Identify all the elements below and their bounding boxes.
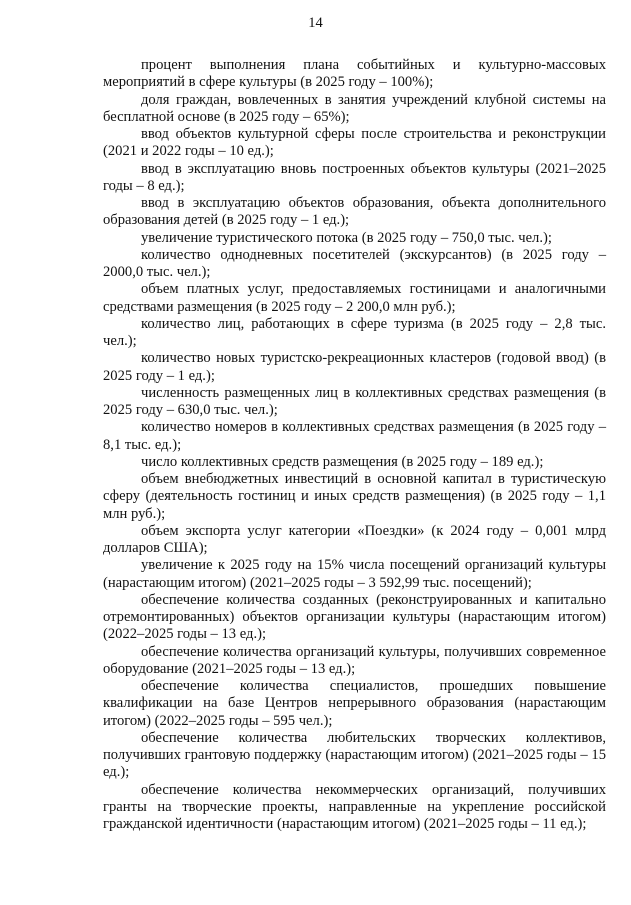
page-number: 14 xyxy=(308,15,323,31)
paragraph-accommodated-persons: численность размещенных лиц в коллективных средствах размещения (в 2025 году – 630,0 тыс. чел.); xyxy=(103,384,606,418)
paragraph-specialist-training: обеспечение количества специалистов, прошедших повышение квалификации на базе Центров непрерывного образования (нарастающим итогом) (2022–2025 годы – 595 чел.); xyxy=(103,678,606,729)
paragraph-renovated-culture-objects: обеспечение количества созданных (реконструированных и капитально отремонтированных) объектов организации культуры (нарастающим итогом) (2022–2025 годы – 13 ед.); xyxy=(103,591,606,643)
paragraph-club-share: доля граждан, вовлеченных в занятия учреждений клубной системы на бесплатной основе (в 2025 году – 65%); xyxy=(103,91,606,125)
paragraph-accommodation-count: число коллективных средств размещения (в 2025 году – 189 ед.); xyxy=(141,453,544,470)
paragraph-new-culture-objects: ввод в эксплуатацию вновь построенных объектов культуры (2021–2025 годы – 8 ед.); xyxy=(103,160,606,194)
paragraph-modern-equipment: обеспечение количества организаций культуры, получивших современное оборудование (2021–2025 годы – 13 ед.); xyxy=(103,643,606,677)
paragraph-culture-objects-reconstruction: ввод объектов культурной сферы после строительства и реконструкции (2021 и 2022 годы – 10 ед.); xyxy=(103,126,606,160)
paragraph-event-plan: процент выполнения плана событийных и культурно-массовых мероприятий в сфере культуры (в 2025 году – 100%); xyxy=(103,57,606,91)
paragraph-tourist-flow: увеличение туристического потока (в 2025 году – 750,0 тыс. чел.); xyxy=(141,229,552,246)
paragraph-paid-services: объем платных услуг, предоставляемых гостиницами и аналогичными средствами размещения (в 2025 году – 2 200,0 млн руб.); xyxy=(103,281,606,315)
paragraph-tourist-clusters: количество новых туристско-рекреационных кластеров (годовой ввод) (в 2025 году – 1 ед.); xyxy=(103,350,606,384)
paragraph-tourism-workers: количество лиц, работающих в сфере туризма (в 2025 году – 2,8 тыс. чел.); xyxy=(103,315,606,349)
paragraph-room-count: количество номеров в коллективных средствах размещения (в 2025 году – 8,1 тыс. ед.); xyxy=(103,419,606,453)
paragraph-education-objects: ввод в эксплуатацию объектов образования, объекта дополнительного образования детей (в 2025 году – 1 ед.); xyxy=(103,195,606,229)
paragraph-investment: объем внебюджетных инвестиций в основной капитал в туристическую сферу (деятельность гостиниц и иных средств размещения) (в 2025 году – 1,1 млн руб.); xyxy=(103,471,606,522)
paragraph-nonprofit-grants: обеспечение количества некоммерческих организаций, получивших гранты на творческие проекты, направленные на укрепление российской гражданской идентичности (нарастающим итогом) (2021–2025 годы – 11 ед.); xyxy=(103,781,606,832)
paragraph-amateur-collectives: обеспечение количества любительских творческих коллективов, получивших грантовую поддержку (нарастающим итогом) (2021–2025 годы – 15 ед.); xyxy=(103,729,606,781)
paragraph-trips-export: объем экспорта услуг категории «Поездки» (к 2024 году – 0,001 млрд долларов США); xyxy=(103,522,606,556)
paragraph-day-visitors: количество однодневных посетителей (экскурсантов) (в 2025 году – 2000,0 тыс. чел.); xyxy=(103,246,606,280)
paragraph-culture-visits: увеличение к 2025 году на 15% числа посещений организаций культуры (нарастающим итогом) (2021–2025 годы – 3 592,99 тыс. посещений); xyxy=(103,557,606,591)
document-body xyxy=(103,57,606,833)
